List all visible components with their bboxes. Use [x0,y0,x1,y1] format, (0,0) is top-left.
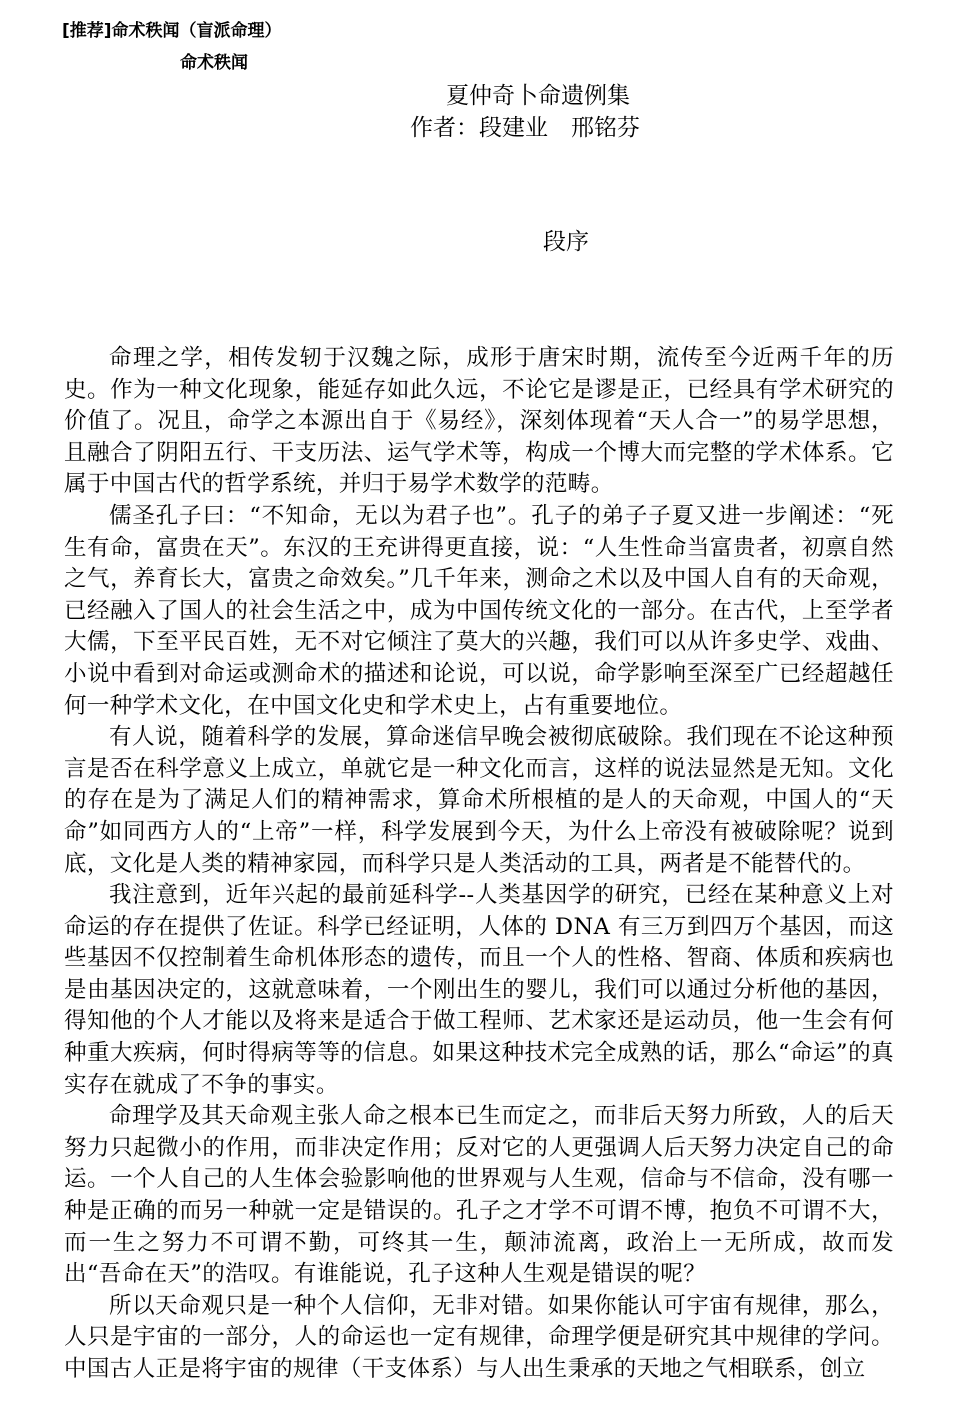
post-header [62,20,282,42]
paragraph: 命理学及其天命观主张人命之根本已生而定之，而非后天努力所致，人的后天努力只起微小的作用，而非决定作用；反对它的人更强调人后天努力决定自己的命运。一个人自己的人生体会验影响他的世界观与人生观，信命与不信命，没有哪一种是正确的而另一种就一定是错误的。孔子之才学不可谓不博，抱负不可谓不大，而一生之努力不可谓不勤，可终其一生，颠沛流离，政治上一无所成，故而发出“吾命在天”的浩叹。有谁能说，孔子这种人生观是错误的呢？ [64,1103,894,1288]
recommend-tag: [推荐] [62,21,112,41]
book-author: 作者：段建业 邢铭芬 [410,115,640,141]
section-title: 段序 [543,229,589,255]
post-subtitle: 命术秩闻 [180,53,248,73]
post-title: 命术秩闻（盲派命理） [111,21,282,41]
paragraph: 所以天命观只是一种个人信仰，无非对错。如果你能认可宇宙有规律，那么，人只是宇宙的一部分，人的命运也一定有规律，命理学便是研究其中规律的学问。中国古人正是将宇宙的规律（干支体系）与人出生秉承的天地之气相联系，创立 [64,1292,894,1382]
paragraph: 儒圣孔子曰：“不知命，无以为君子也”。孔子的弟子子夏又进一步阐述：“死生有命，富贵在天”。东汉的王充讲得更直接，说：“人生性命当富贵者，初禀自然之气，养育长大，富贵之命效矣。”几千年来，测命之术以及中国人自有的天命观，已经融入了国人的社会生活之中，成为中国传统文化的一部分。在古代，上至学者大儒，下至平民百姓，无不对它倾注了莫大的兴趣，我们可以从许多史学、戏曲、小说中看到对命运或测命术的描述和论说，可以说，命学影响至深至广已经超越任何一种学术文化，在中国文化史和学术史上，占有重要地位。 [64,502,894,719]
paragraph: 命理之学，相传发轫于汉魏之际，成形于唐宋时期，流传至今近两千年的历史。作为一种文化现象，能延存如此久远，不论它是谬是正，已经具有学术研究的价值了。况且，命学之本源出自于《易经》，深刻体现着“天人合一”的易学思想，且融合了阴阳五行、干支历法、运气学术等，构成一个博大而完整的学术体系。它属于中国古代的哲学系统，并归于易学术数学的范畴。 [64,345,894,498]
book-title: 夏仲奇卜命遗例集 [446,83,630,109]
paragraph: 我注意到，近年兴起的最前延科学--人类基因学的研究，已经在某种意义上对命运的存在提供了佐证。科学已经证明，人体的 DNA 有三万到四万个基因，而这些基因不仅控制着生命机体形态的遗传，而且一个人的性格、智商、体质和疾病也是由基因决定的，这就意味着，一个刚出生的婴儿，我们可以通过分析他的基因，得知他的个人才能以及将来是适合于做工程师、艺术家还是运动员，他一生会有何种重大疾病，何时得病等等的信息。如果这种技术完全成熟的话，那么“命运”的真实存在就成了不争的事实。 [64,882,894,1098]
preface-body [64,343,894,1386]
paragraph: 有人说，随着科学的发展，算命迷信早晚会被彻底破除。我们现在不论这种预言是否在科学意义上成立，单就它是一种文化而言，这样的说法显然是无知。文化的存在是为了满足人们的精神需求，算命术所根植的是人的天命观，中国人的“天命”如同西方人的“上帝”一样，科学发展到今天，为什么上帝没有被破除呢？说到底，文化是人类的精神家园，而科学只是人类活动的工具，两者是不能替代的。 [64,724,894,877]
